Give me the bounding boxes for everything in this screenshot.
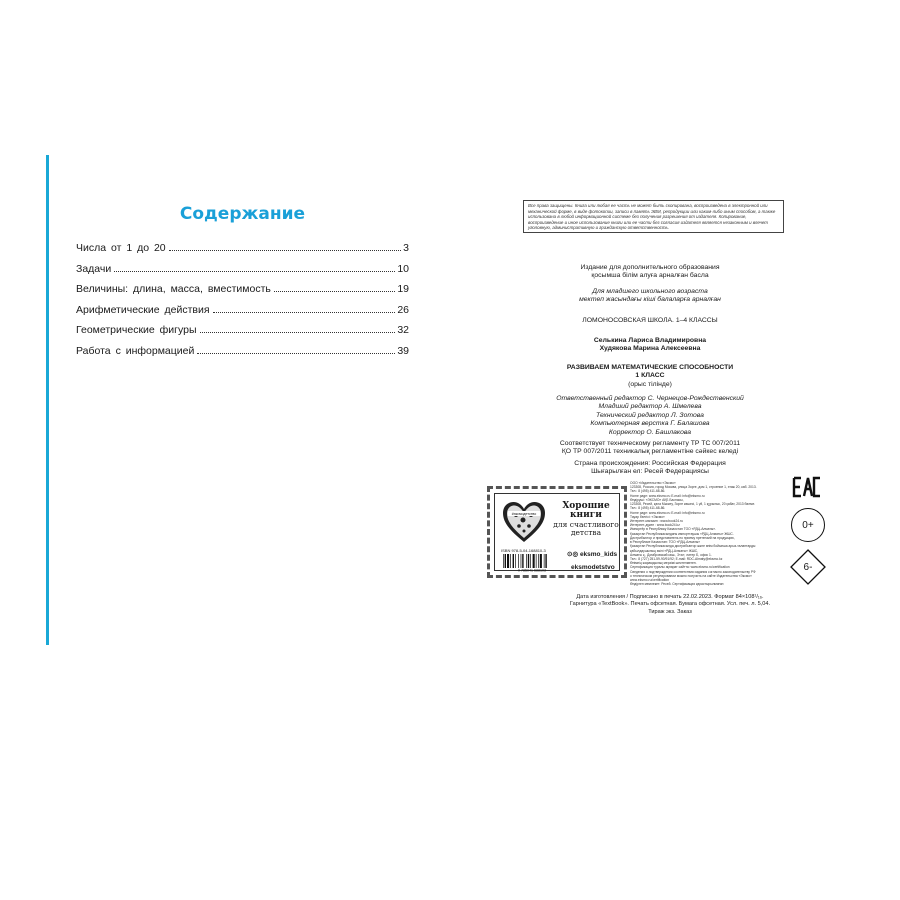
barcode-bar bbox=[510, 554, 511, 568]
table-of-contents bbox=[76, 242, 409, 365]
regulation-kz: ҚО ТР 007/2011 техникалық регламентіне сәйкес келеді bbox=[561, 448, 739, 456]
toc-page-number: 39 bbox=[397, 344, 409, 357]
publisher-info-line: Өндіруші: «ЭКСМО» АҚБ Баспасы, bbox=[630, 497, 684, 502]
isbn: ISBN 978-5-04-168810-3 bbox=[501, 548, 546, 553]
publisher-info-line: Тел.: 8 (495) 411-68-86. bbox=[630, 489, 666, 494]
toc-row bbox=[76, 242, 409, 263]
barcode-bar bbox=[522, 554, 523, 568]
print-run: Тираж экз. Заказ bbox=[648, 608, 692, 615]
toc-page-number: 10 bbox=[397, 262, 409, 275]
barcode-bar bbox=[515, 554, 516, 568]
publisher-info-line: Қазақстан Республикасында дистрибьютор және өнім бойынша арыз-талаптарды bbox=[630, 544, 756, 549]
publisher-info-line: Интернет-дүкен : www.book24.kz bbox=[630, 523, 680, 528]
social-handle-1 bbox=[567, 550, 617, 558]
toc-leader-dots bbox=[213, 312, 396, 313]
barcode-bar bbox=[521, 554, 522, 568]
publisher-info-line: www.eksmo.ru/certification bbox=[630, 578, 670, 583]
toc-title: Содержание bbox=[179, 204, 306, 224]
eac-mark-icon bbox=[792, 476, 822, 498]
toc-entry-title: Работа с информацией bbox=[76, 344, 195, 357]
publisher-info-line: Тел.: 8 (727) 251-59-90/91/92; E-mail: RDC-Almaty@eksmo.kz bbox=[630, 556, 723, 561]
toc-leader-dots bbox=[200, 332, 396, 333]
toc-row bbox=[76, 345, 409, 366]
age-mark-circle: 0+ bbox=[791, 508, 825, 542]
publisher-info-line: Қазақстан Республикасындағы импорттаушы «РДЦ-Алматы» ЖШС. bbox=[630, 531, 734, 536]
print-details bbox=[560, 594, 780, 616]
publisher-info-line: 123308, Ресей, қала Мәскеу, Зорге көшесі, 1 үй, 1 құрылыс, 20 қабат, 2013 бөлме. bbox=[630, 502, 756, 507]
barcode-bar bbox=[503, 554, 504, 568]
publisher-info-line: Home page: www.eksmo.ru E-mail: info@eksmo.ru bbox=[630, 493, 705, 498]
page-accent-bar bbox=[46, 155, 49, 645]
barcode-bar bbox=[545, 554, 546, 568]
barcode-bar bbox=[528, 554, 529, 568]
slogan-line-4: детства bbox=[570, 527, 602, 537]
edition-ru: Издание для дополнительного образования bbox=[580, 264, 720, 271]
stamp-slogan bbox=[551, 502, 621, 537]
publisher-info-line: қабылдаушының өкілі «РДЦ-Алматы» ЖШС, bbox=[630, 548, 699, 553]
slogan-line-3: для счастливого bbox=[553, 519, 619, 529]
toc-page-number: 3 bbox=[403, 242, 409, 254]
print-specs: Гарнитура «TextBook». Печать офсетная. Бумага офсетная. Усл. печ. л. 5,04. bbox=[569, 601, 771, 608]
series-name: ЛОМОНОСОВСКАЯ ШКОЛА. 1–4 КЛАССЫ bbox=[582, 317, 718, 324]
credit-line: Корректор О. Башлакова bbox=[608, 428, 692, 436]
author-1: Селькина Лариса Владимировна bbox=[593, 337, 707, 344]
barcode-bar bbox=[505, 554, 506, 568]
barcode-icon bbox=[501, 554, 563, 572]
regulation-ru: Соответствует техническому регламенту ТР ТС 007/2011 bbox=[559, 440, 741, 447]
book-class: 1 КЛАСС bbox=[635, 372, 665, 380]
barcode-bar bbox=[538, 554, 539, 568]
book-title-block bbox=[490, 364, 810, 389]
book-title: РАЗВИВАЕМ МАТЕМАТИЧЕСКИЕ СПОСОБНОСТИ bbox=[566, 364, 734, 371]
toc-row bbox=[76, 283, 409, 304]
toc-entry-title: Арифметические действия bbox=[76, 303, 210, 316]
credit-line: Младший редактор А. Шмелева bbox=[598, 403, 702, 411]
age-ru: Для младшего школьного возраста bbox=[592, 288, 708, 295]
authors bbox=[490, 337, 810, 354]
publisher-info-line: 123308, Россия, город Москва, улица Зорге, дом 1, строение 1, этаж 20, каб. 2013. bbox=[630, 485, 757, 490]
credits bbox=[490, 395, 810, 437]
publisher-info-line: Сертификация туралы ақпарат сайтта: www.eksmo.ru/certification bbox=[630, 565, 730, 570]
origin-ru: Страна происхождения: Российская Федерация bbox=[574, 460, 726, 467]
origin bbox=[490, 460, 810, 477]
rights-notice: Все права защищены. Книга или любая ее часть не может быть скопирована, воспроизведена в электронной или механической форме, в виде фотокопии, записи в память ЭВМ, репродукции или каким-либо иным способом, а также использована в любой информационной системе без получения разрешения от издателя. Копирование, воспроизведение и иное использование книги или ее части без согласия издателя является незаконным и влечет уголовную, административную и гражданскую ответственность. bbox=[523, 200, 784, 233]
publisher-info-line: Тел.: 8 (495) 411-68-86. bbox=[630, 506, 666, 511]
toc-entry-title: Задачи bbox=[76, 262, 112, 275]
credit-line: Технический редактор Л. Зотова bbox=[596, 411, 704, 419]
publisher-info-line: Импортёр в Республику Казахстан ТОО «РДЦ-Алматы». bbox=[630, 527, 716, 532]
publisher-info-line: Алматы қ., Домбровский көш., 3«а», литер Б, офис 1. bbox=[630, 552, 712, 557]
slogan-line-2: книги bbox=[570, 510, 602, 521]
heart-logo-icon bbox=[501, 500, 547, 544]
barcode-bar bbox=[530, 554, 531, 568]
credit-line: Ответственный редактор С. Чернецов-Рождественский bbox=[556, 395, 744, 402]
publisher-info-line: Өнімнің жарамдылық мерзімі шектелмеген. bbox=[630, 561, 697, 566]
social-icons: ⊙◎ bbox=[567, 551, 580, 558]
barcode-bar bbox=[536, 554, 537, 568]
social-handle-2: eksmodetstvo bbox=[571, 564, 615, 571]
barcode-bar bbox=[507, 554, 509, 568]
publisher-info-line: в Республике Казахстан: ТОО «РДЦ-Алматы» bbox=[630, 540, 701, 545]
book-lang: (орыс тілінде) bbox=[628, 380, 672, 388]
barcode-bar bbox=[518, 554, 519, 568]
svg-text:9 785041 688103: 9 785041 688103 bbox=[518, 568, 546, 572]
eksmo-kids-stamp bbox=[487, 486, 627, 578]
toc-entry-title: Числа от 1 до 20 bbox=[76, 242, 166, 254]
barcode-bar bbox=[526, 554, 527, 568]
slogan-line-1: Хорошие bbox=[562, 501, 610, 511]
toc-leader-dots bbox=[114, 271, 395, 272]
edition-note bbox=[490, 264, 810, 281]
age-mark-diamond bbox=[790, 549, 826, 585]
toc-entry-title: Геометрические фигуры bbox=[76, 324, 197, 336]
publisher-info-line: Интернет-магазин : www.book24.ru bbox=[630, 518, 683, 523]
social-handle-1-text: eksmo_kids bbox=[579, 551, 618, 558]
publisher-info-line: Дистрибьютор и представитель по приему претензий на продукцию, bbox=[630, 535, 735, 540]
toc-leader-dots bbox=[274, 291, 395, 292]
publisher-info-line: Home page: www.eksmo.ru E-mail: info@eksmo.ru bbox=[630, 510, 705, 515]
toc-leader-dots bbox=[169, 250, 402, 251]
publisher-info-line: Тауар белгісі: «Эксмо» bbox=[630, 514, 665, 519]
barcode-bar bbox=[513, 554, 514, 568]
toc-page-number: 32 bbox=[397, 324, 409, 336]
toc-page-number: 26 bbox=[397, 303, 409, 316]
print-dates: Дата изготовления / Подписано в печать 22.02.2023. Формат 84×108¹/₁₆. bbox=[576, 594, 764, 600]
barcode-bar bbox=[533, 554, 535, 568]
publisher-info-line: Сведения о подтверждении соответствия издания согласно законодательству РФ bbox=[630, 569, 756, 574]
publisher-info-line: ООО «Издательство «Эксмо» bbox=[630, 481, 676, 485]
publisher-info-line: о техническом регулировании можно получить на сайте Издательства «Эксмо» bbox=[630, 573, 752, 578]
publisher-info-line: Өндірген мемлекет: Ресей. Сертификация қарастырылмаған bbox=[630, 582, 724, 587]
toc-row bbox=[76, 304, 409, 325]
origin-kz: Шығарылған ел: Ресей Федерациясы bbox=[591, 468, 709, 476]
toc-row bbox=[76, 263, 409, 284]
stamp-frame bbox=[494, 493, 620, 571]
publisher-info bbox=[630, 481, 768, 593]
regulation bbox=[490, 440, 810, 457]
toc-page-number: 19 bbox=[397, 283, 409, 295]
credit-line: Компьютерная верстка Г. Балашова bbox=[590, 420, 710, 428]
edition-kz: қосымша білім алуға арналған басла bbox=[591, 272, 709, 280]
toc-entry-title: Величины: длина, масса, вместимость bbox=[76, 283, 271, 295]
age-kz: мектеп жасындағы кіші балаларға арналған bbox=[579, 296, 721, 304]
barcode-bar bbox=[544, 554, 545, 568]
svg-text:#эксмодетство: #эксмодетство bbox=[511, 512, 537, 516]
barcode-bar bbox=[540, 554, 542, 568]
age-mark-diamond-label: 6- bbox=[803, 561, 813, 573]
author-2: Худякова Марина Алексеевна bbox=[599, 345, 701, 353]
toc-row bbox=[76, 324, 409, 345]
toc-leader-dots bbox=[197, 353, 395, 354]
age-note bbox=[490, 288, 810, 305]
